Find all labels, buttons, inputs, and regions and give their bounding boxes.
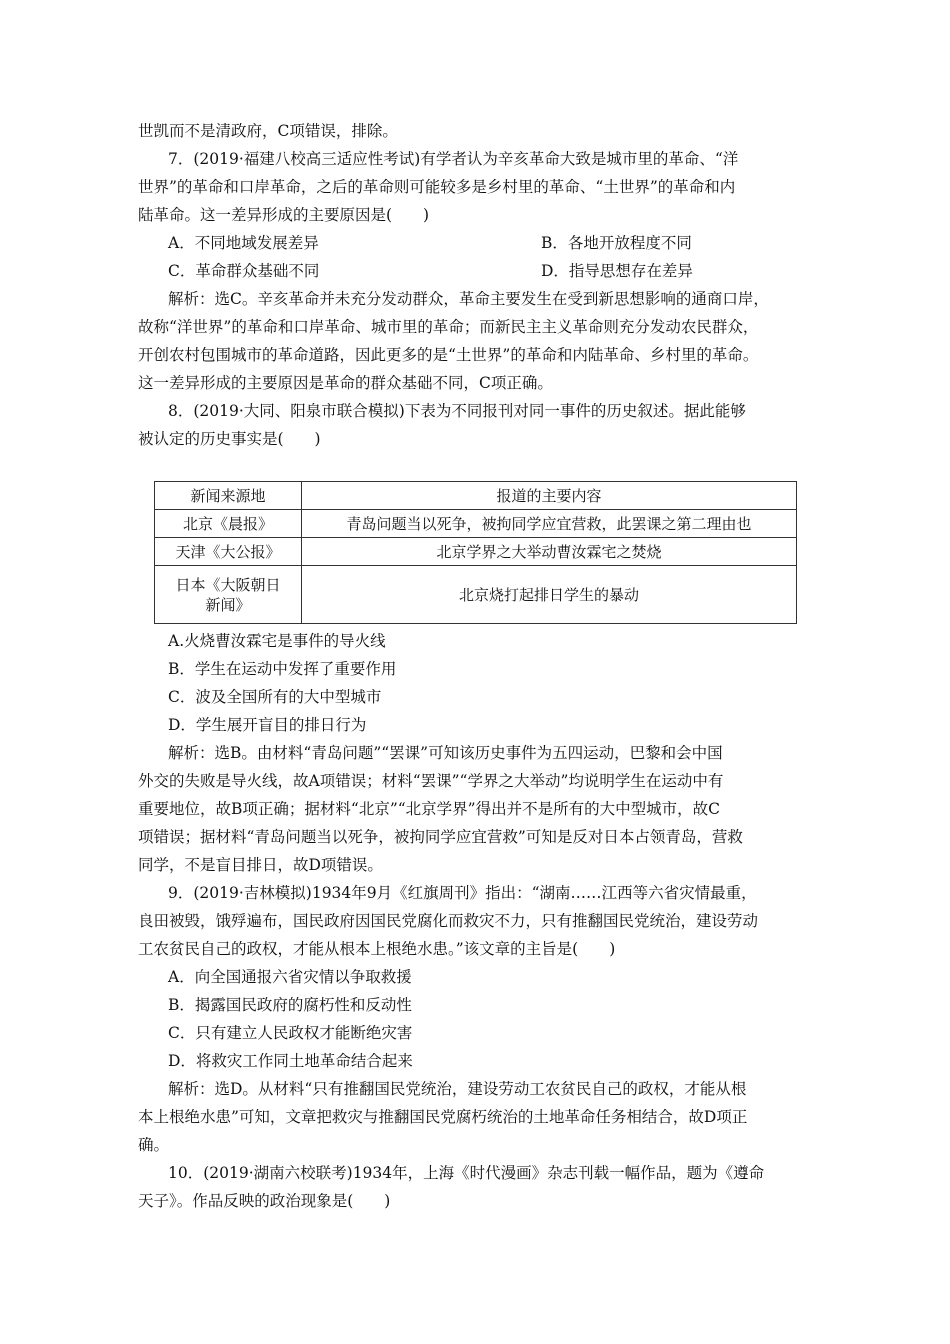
text-line: 陆革命。这一差异形成的主要原因是( ) [138, 206, 430, 224]
table-cell: 北京烧打起排日学生的暴动 [302, 566, 797, 624]
text-line: 天子》。作品反映的政治现象是( ) [138, 1192, 391, 1210]
question-8: 8．(2019·大同、阳泉市联合模拟)下表为不同报刊对同一事件的历史叙述。据此能够 [168, 402, 746, 420]
question-10: 10．(2019·湖南六校联考)1934年，上海《时代漫画》杂志刊载一幅作品，题为《遵命 [168, 1164, 765, 1182]
table-cell [155, 566, 302, 624]
cell-line: 新闻》 [205, 595, 251, 614]
solution-7: 解析：选C。辛亥革命并未充分发动群众，革命主要发生在受到新思想影响的通商口岸， [168, 290, 769, 308]
option-d: D．将救灾工作同土地革命结合起来 [168, 1052, 413, 1070]
text-line: 开创农村包围城市的革命道路，因此更多的是“土世界”的革命和内陆革命、乡村里的革命。 [138, 346, 759, 364]
question-9: 9．(2019·吉林模拟)1934年9月《红旗周刊》指出：“湖南……江西等六省灾情最重， [168, 884, 757, 902]
option-b: B．揭露国民政府的腐朽性和反动性 [168, 996, 412, 1014]
text-line: 这一差异形成的主要原因是革命的群众基础不同，C项正确。 [138, 374, 553, 392]
solution-9: 解析：选D。从材料“只有推翻国民党统治，建设劳动工农贫民自己的政权，才能从根 [168, 1080, 747, 1098]
option-b: B．学生在运动中发挥了重要作用 [168, 660, 397, 678]
option-c: C．只有建立人民政权才能断绝灾害 [168, 1024, 413, 1042]
table-row [155, 566, 797, 624]
option-c: C．波及全国所有的大中型城市 [168, 688, 382, 706]
text-line: 外交的失败是导火线，故A项错误；材料“罢课”“学界之大举动”均说明学生在运动中有 [138, 772, 724, 790]
option-a: A．不同地域发展差异 [168, 234, 319, 252]
option-c: C．革命群众基础不同 [168, 262, 320, 280]
solution-8: 解析：选B。由材料“青岛问题”“罢课”可知该历史事件为五四运动，巴黎和会中国 [168, 744, 723, 762]
table-row [155, 538, 797, 566]
text-line: 世凯而不是清政府，C项错误，排除。 [138, 122, 398, 140]
table-header-cell: 报道的主要内容 [302, 482, 797, 510]
option-a: A．向全国通报六省灾情以争取救援 [168, 968, 412, 986]
table-header-row [155, 482, 797, 510]
question-7: 7．(2019·福建八校高三适应性考试)有学者认为辛亥革命大致是城市里的革命、“洋 [168, 150, 739, 168]
text-line: 同学，不是盲目排日，故D项错误。 [138, 856, 383, 874]
table-cell: 北京《晨报》 [155, 510, 302, 538]
cell-line: 日本《大阪朝日 [175, 575, 281, 594]
text-line: 故称“洋世界”的革命和口岸革命、城市里的革命；而新民主主义革命则充分发动农民群众， [138, 318, 759, 336]
text-line: 世界”的革命和口岸革命，之后的革命则可能较多是乡村里的革命、“土世界”的革命和内 [138, 178, 736, 196]
text-line: 被认定的历史事实是( ) [138, 430, 321, 448]
news-table [154, 481, 797, 624]
option-d: D．学生展开盲目的排日行为 [168, 716, 367, 734]
table-cell: 天津《大公报》 [155, 538, 302, 566]
text-line: 确。 [138, 1136, 170, 1154]
table-cell: 青岛问题当以死争，被拘同学应宜营救，此罢课之第二理由也 [302, 510, 797, 538]
text-line: 工农贫民自己的政权，才能从根本上根绝水患。”该文章的主旨是( ) [138, 940, 616, 958]
text-line: 项错误；据材料“青岛问题当以死争，被拘同学应宜营救”可知是反对日本占领青岛，营救 [138, 828, 743, 846]
table-cell: 北京学界之大举动曹汝霖宅之焚烧 [302, 538, 797, 566]
option-b: B．各地开放程度不同 [541, 234, 692, 252]
text-line: 良田被毁，饿殍遍布，国民政府因国民党腐化而救灾不力，只有推翻国民党统治，建设劳动 [138, 912, 759, 930]
table-header-cell: 新闻来源地 [155, 482, 302, 510]
text-line: 本上根绝水患”可知，文章把救灾与推翻国民党腐朽统治的土地革命任务相结合，故D项正 [138, 1108, 748, 1126]
option-a: A.火烧曹汝霖宅是事件的导火线 [168, 632, 386, 650]
table-row [155, 510, 797, 538]
option-d: D．指导思想存在差异 [541, 262, 693, 280]
text-line: 重要地位，故B项正确；据材料“北京”“北京学界”得出并不是所有的大中型城市，故C [138, 800, 720, 818]
